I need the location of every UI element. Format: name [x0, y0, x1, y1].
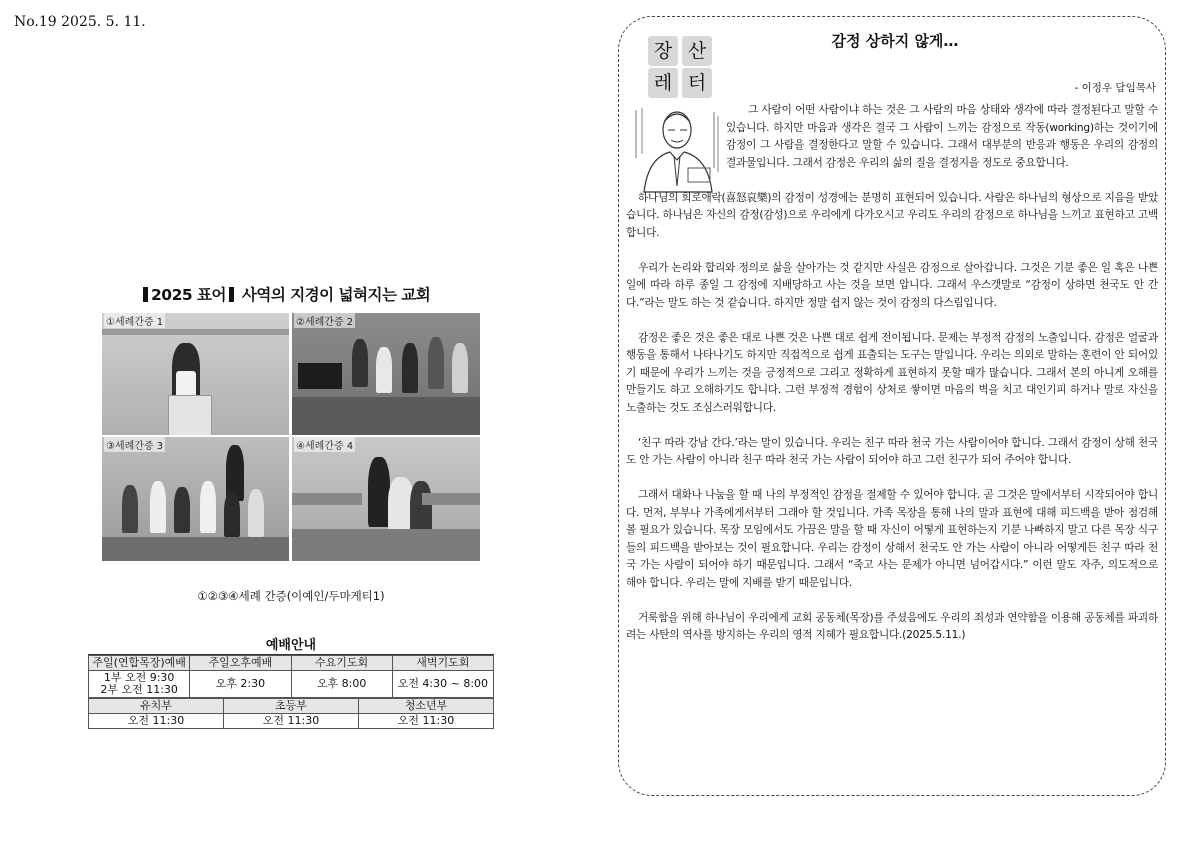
photo-caption-3: ③세례간증 3 [104, 437, 165, 452]
letter-paragraph: 거룩함을 위해 하나님이 우리에게 교회 공동체(목장)를 주셨음에도 우리의 죄성과 연약함을 이용해 공동체를 파괴하려는 사탄의 역사를 방지하는 우리의 영적 지혜가 필요합니다.(2025.5.11.) [626, 611, 1158, 641]
letter-paragraph: ‘친구 따라 강남 간다.’라는 말이 있습니다. 우리는 친구 따라 천국 가는 사람이어야 합니다. 그래서 감정이 상해 천국도 안 가는 사람이 아니라 친구 따라 천국 가는 사람이 되어야 하고 그런 친구가 되어 주어야 합니다. [626, 436, 1158, 466]
column-tag-char: 레 [648, 68, 678, 98]
letter-paragraph: 그 사람이 어떤 사람이냐 하는 것은 그 사람의 마음 상태와 생각에 따라 결정된다고 말할 수 있습니다. 하지만 마음과 생각은 결국 그 사람이 느끼는 감정으로 작동(working)하는 것이기에 감정이 그 사람을 결정한다고 말할 수 있습니다. 그래서 대부분의 반응과 행동은 우리의 감정의 결과물입니다. 그래서 감정은 우리의 삶의 질을 결정지을 정도로 중요합니다. [726, 104, 1158, 169]
letter-body [626, 102, 1158, 662]
second-service-time: 2부 오전 11:30 [100, 683, 178, 696]
service-table [88, 655, 494, 698]
department-header: 청소년부 [359, 699, 494, 714]
letter-paragraph: 그래서 대화나 나눔을 할 때 나의 부정적인 감정을 절제할 수 있어야 합니다. 곧 그것은 말에서부터 시작되어야 합니다. 먼저, 부부나 가족에게서부터 그래야 할 것입니다. 가족 목장을 통해 나의 말과 표현에 대해 피드백을 받아 점검해 볼 필요가 있습니다. 목장 모임에서도 가끔은 말을 할 때 자신이 어떻게 표현하는지 기분 나빠하지 말고 다른 목장 식구들의 피드백을 받아보는 것이 필요합니다. 우리는 감정이 상해서 천국도 안 가는 사람이 아니라 어떻게든 친구 따라 천국 가는 사람이 되어야 하기 때문입니다. 그래서 “죽고 사는 문제가 아니면 넘어갑시다.” 이런 말도 자주, 의도적으로 해야 합니다. 우리는 말에 지배를 받기 때문입니다. [626, 489, 1158, 589]
letter-title: 감정 상하지 않게… [831, 32, 959, 50]
first-service-time: 1부 오전 9:30 [103, 671, 175, 684]
bar-mark [229, 287, 234, 302]
letter-author: - 이정우 담임목사 [1074, 82, 1156, 94]
letter-paragraph: 우리가 논리와 합리와 정의로 삶을 살아가는 것 같지만 사실은 감정으로 살아갑니다. 그것은 기분 좋은 일 혹은 나쁜 일에 따라 하루 종일 그 감정에 지배당하고 사는 것을 보면 압니다. 그래서 우스갯말로 “감정이 상하면 천국도 안 간다.”라는 말도 하는 것 같습니다. 하지만 정말 쉽지 않는 것이 감정의 다스림입니다. [626, 261, 1158, 309]
department-table [88, 698, 494, 729]
photo-caption-4: ④세례간증 4 [294, 437, 355, 452]
church-motto [140, 283, 480, 305]
motto-year: 2025 표어 [151, 286, 226, 304]
letter-paragraph: 감정은 좋은 것은 좋은 대로 나쁜 것은 나쁜 대로 쉽게 전이됩니다. 문제는 부정적 감정의 노출입니다. 감정은 얼굴과 행동을 통해서 나타나기도 하지만 직접적으로 쉽게 표출되는 도구는 말입니다. 우리는 의외로 말하는 훈련이 안 되어있기 때문에 우리가 느끼는 것을 긍정적으로 그리고 정확하게 표현하지 못할 때가 많습니다. 그래서 본의 아니게 오해를 만들기도 하고 오해하기도 합니다. 그런 부정적 경험이 상처로 쌓이면 마음의 벽을 치고 대인기피 하거나 말로 자신을 노출하는 것도 조심스러워합니다. [626, 331, 1158, 414]
service-schedule [88, 634, 494, 729]
photo-caption-1: ①세례간증 1 [104, 313, 165, 328]
column-tag-char: 산 [682, 36, 712, 66]
motto-text: 사역의 지경이 넓혀지는 교회 [241, 286, 431, 304]
wednesday-service-time: 오후 8:00 [291, 671, 392, 698]
dawn-service-time: 오전 4:30 ~ 8:00 [392, 671, 493, 698]
service-schedule-title: 예배안내 [88, 634, 494, 655]
service-header: 주일오후예배 [190, 656, 291, 671]
department-header: 유치부 [89, 699, 224, 714]
issue-number: No.19 2025. 5. 11. [14, 14, 146, 30]
afternoon-service-time: 오후 2:30 [190, 671, 291, 698]
column-tag-char: 터 [682, 68, 712, 98]
letter-paragraph: 하나님의 희로애락(喜怒哀樂)의 감정이 성경에는 분명히 표현되어 있습니다. 사람은 하나님의 형상으로 지음을 받았습니다. 하나님은 자신의 감정(감성)으로 우리에게 다가오시고 우리도 우리의 감정으로 하나님을 느끼고 표현하고 고백합니다. [626, 191, 1158, 239]
baptism-photo-3 [102, 437, 289, 561]
department-time: 오전 11:30 [89, 714, 224, 729]
baptism-photo-2 [292, 313, 480, 435]
department-header: 초등부 [224, 699, 359, 714]
service-header: 주일(연합목장)예배 [89, 656, 190, 671]
service-header: 새벽기도회 [392, 656, 493, 671]
department-time: 오전 11:30 [359, 714, 494, 729]
baptism-photo-1 [102, 313, 289, 435]
sunday-service-times [89, 671, 190, 698]
column-tag-char: 장 [648, 36, 678, 66]
department-time: 오전 11:30 [224, 714, 359, 729]
bar-mark [143, 287, 148, 302]
photo-caption: ①②③④세례 간증(이예인/두마게티1) [197, 589, 385, 603]
photo-caption-2: ②세례간증 2 [294, 313, 355, 328]
baptism-photo-4 [292, 437, 480, 561]
baptism-photos [102, 313, 480, 561]
service-header: 수요기도회 [291, 656, 392, 671]
